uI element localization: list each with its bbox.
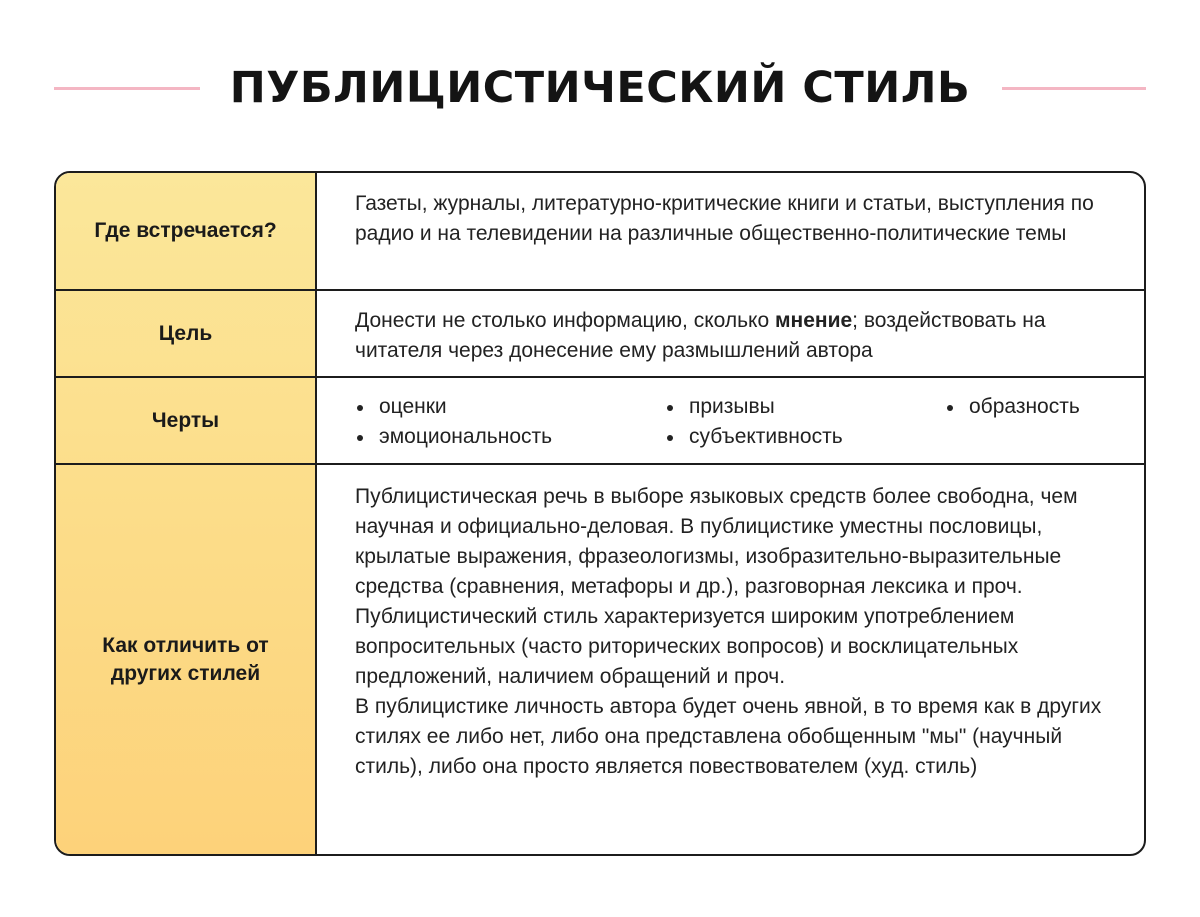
title-row [0,56,1200,120]
title-decor-line-left [54,87,200,90]
goal-text-end: ; воздействовать на читателя через донесение ему размышлений автора [355,309,1046,362]
page-title: ПУБЛИЦИСТИЧЕСКИЙ СТИЛЬ [229,63,971,113]
row-header-where: Где встречается? [56,173,317,289]
trait-item: субъективность [665,422,945,452]
traits-list [355,392,1120,452]
row-content-where [317,173,1144,289]
style-table [54,171,1146,856]
where-text: Газеты, журналы, литературно-критические книги и статьи, выступления по радио и на телевидении на различные общественно-политические темы [355,192,1094,245]
row-content-goal [317,289,1144,376]
distinguish-paragraph-2: В публицистике личность автора будет очень явной, в то время как в других стилях ее либо нет, либо она представлена обобщенным "мы" (научный стиль), либо она просто является повествователем (худ. стиль) [355,695,1102,778]
row-content-distinguish [317,463,1144,854]
distinguish-paragraph-1: Публицистическая речь в выборе языковых средств более свободна, чем научная и официально-деловая. В публицистике уместны пословицы, крылатые выражения, фразеологизмы, изобразительно-выразительные средства (сравнения, метафоры и др.), разговорная лексика и проч. Публицистический стиль характеризуется широким употреблением вопросительных (часто риторических вопросов) и восклицательных предложений, наличием обращений и проч. [355,485,1078,688]
goal-text-start: Донести не столько информацию, сколько [355,309,775,332]
row-header-goal: Цель [56,289,317,376]
title-decor-line-right [1002,87,1146,90]
trait-item: оценки [355,392,665,422]
row-header-traits: Черты [56,376,317,463]
goal-text-bold: мнение [774,309,853,332]
trait-item: призывы [665,392,945,422]
row-header-distinguish: Как отличить от других стилей [56,463,317,854]
row-content-traits [317,376,1144,463]
trait-item: эмоциональность [355,422,665,452]
trait-item: образность [945,392,1120,422]
